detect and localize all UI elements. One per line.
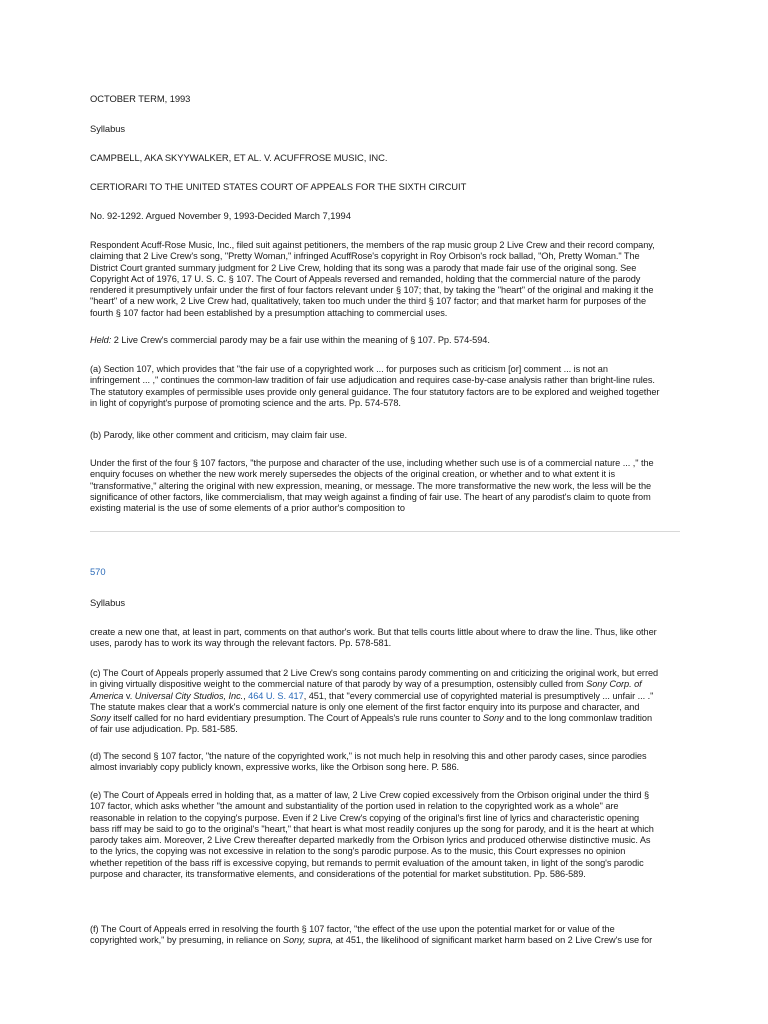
paragraph-c-text: (c) The Court of Appeals properly assumed that 2 Live Crew's song contains parody commenting on and criticizing the original work, but erred in giving virtually dispositive weight to the commercial nature of that parody by way of a presumption, ostensibly culled from — [90, 668, 659, 690]
citation-link[interactable]: 464 U. S. 417 — [248, 690, 304, 701]
intro-paragraph: Respondent Acuff-Rose Music, Inc., filed suit against petitioners, the members of the rap music group 2 Live Crew and their record company, claiming that 2 Live Crew's song, "Pretty Woman," infringed AcuffRose's copyright in Roy Orbison's rock ballad, "Oh, Pretty Woman." The District Court granted summary judgment for 2 Live Crew, holding that its song was a parody that made fair use of the original song. See Copyright Act of 1976, 17 U. S. C. § 107. The Court of Appeals reversed and remanded, holding that the commercial nature of the parody rendered it presumptively unfair under the first of four factors relevant under § 107; that, by taking the "heart" of the original and making it the "heart" of a new work, 2 Live Crew had, qualitatively, taken too much under the third § 107 factor; and that market harm for purposes of the fourth § 107 factor had been established by a presumption attaching to commercial uses. — [90, 240, 655, 318]
paragraph-d: (d) The second § 107 factor, "the nature of the copyrighted work," is not much help in resolving this and other parody cases, since parodies almost invariably copy publicly known, expressive works, like the Orbison song here. P. 586. — [90, 751, 647, 773]
paragraph-f-text: at 451, the likelihood of significant market harm based on 2 Live Crew's use for — [333, 935, 653, 946]
paragraph-c — [90, 668, 660, 736]
page-number-link[interactable]: 570 — [90, 566, 106, 577]
term-heading: OCTOBER TERM, 1993 — [90, 93, 191, 104]
case-name-italic: Sony, supra, — [282, 935, 334, 946]
paragraph-c-text: , 451, that "every commercial use of copyrighted material is presumptively ... unfair ... ." The statute makes clear that a work's commercial nature is only one element of the first factor enquiry into its purpose and character, and — [90, 690, 654, 712]
held-label: Held: — [90, 335, 112, 345]
held-text: 2 Live Crew's commercial parody may be a fair use within the meaning of § 107. Pp. 574-594. — [111, 335, 490, 345]
case-name-italic: Sony — [90, 713, 111, 724]
case-name-italic: Sony — [482, 713, 504, 724]
syllabus-heading-2: Syllabus — [90, 597, 126, 608]
paragraph-c-text: and to the long commonlaw tradition of fair use adjudication. Pp. 581-585. — [90, 713, 653, 735]
paragraph-a: (a) Section 107, which provides that "the fair use of a copyrighted work ... for purposes such as criticism [or] comment ... is not an infringement ... ," continues the common-law tradition of fair use adjudication and requires case-by-case analysis rather than bright-line rules. The statutory examples of permissible uses provide only general guidance. The four statutory factors are to be explored and weighed together in light of copyright's purpose of promoting science and the arts. Pp. 574-578. — [90, 364, 660, 408]
held-paragraph — [90, 335, 660, 346]
paragraph-f-text: (f) The Court of Appeals erred in resolving the fourth § 107 factor, "the effect of the use upon the potential market for or value of the copyrighted work," by presuming, in reliance on — [90, 924, 615, 946]
syllabus-heading: Syllabus — [90, 123, 126, 134]
docket-line: No. 92-1292. Argued November 9, 1993-Decided March 7,1994 — [90, 210, 351, 221]
paragraph-b: (b) Parody, like other comment and criticism, may claim fair use. — [90, 430, 347, 440]
continuation-paragraph: create a new one that, at least in part, comments on that author's work. But that tells courts little about where to draw the line. Thus, like other uses, parody has to work its way through the relevant factors. Pp. 578-581. — [90, 627, 657, 649]
paragraph-c-text: , — [243, 690, 249, 701]
certiorari-line: CERTIORARI TO THE UNITED STATES COURT OF APPEALS FOR THE SIXTH CIRCUIT — [90, 181, 467, 192]
case-name-italic: Universal City Studios, Inc. — [134, 690, 244, 701]
case-title: CAMPBELL, AKA SKYYWALKER, ET AL. V. ACUFFROSE MUSIC, INC. — [90, 152, 388, 163]
case-name-italic: Sony Corp. of America — [90, 679, 642, 701]
paragraph-first-factor: Under the first of the four § 107 factors, "the purpose and character of the use, including whether such use is of a commercial nature ... ," the enquiry focuses on whether the new work merely supersedes the objects of the original creation, or whether and to what extent it is "transformative," altering the original with new expression, meaning, or message. The more transformative the new work, the less will be the significance of other factors, like commercialism, that may weigh against a finding of fair use. The heart of any parodist's claim to quote from existing material is the use of some elements of a prior author's composition to — [90, 458, 654, 514]
paragraph-c-text: v. — [123, 690, 135, 701]
paragraph-c-text: itself called for no hard evidentiary presumption. The Court of Appeals's rule runs counter to — [110, 713, 483, 724]
paragraph-e: (e) The Court of Appeals erred in holding that, as a matter of law, 2 Live Crew copied excessively from the Orbison original under the third § 107 factor, which asks whether "the amount and substantiality of the portion used in relation to the copyrighted work as a whole" are reasonable in relation to the copying's purpose. Even if 2 Live Crew's copying of the original's first line of lyrics and characteristic opening bass riff may be said to go to the original's "heart," that heart is what most readily conjures up the song for parody, and it is the heart at which parody takes aim. Moreover, 2 Live Crew thereafter departed markedly from the Orbison lyrics and produced otherwise distinctive music. As to the lyrics, the copying was not excessive in relation to the song's parodic purpose. As to the music, this Court expresses no opinion whether repetition of the bass riff is excessive copying, but remands to permit evaluation of the amount taken, in light of the song's parodic purpose and character, its transformative elements, and considerations of the potential for market substitution. Pp. 586-589. — [90, 790, 654, 880]
paragraph-f — [90, 924, 660, 947]
page-divider — [90, 531, 680, 532]
